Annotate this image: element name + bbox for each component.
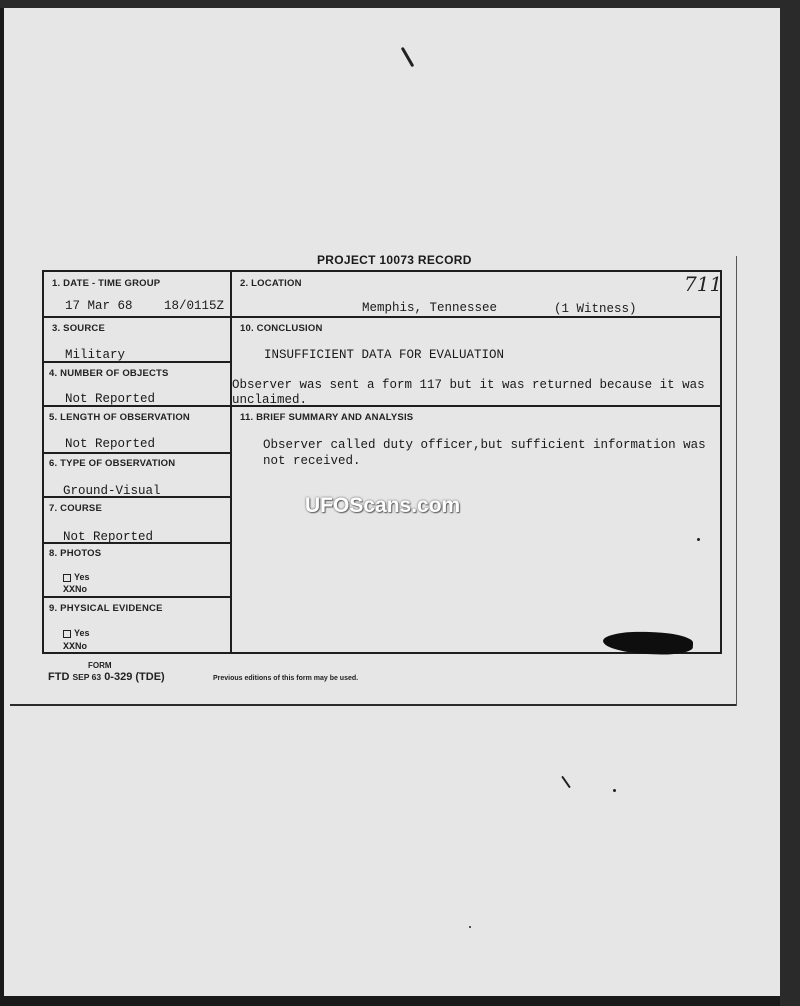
date-time-label: 1. DATE - TIME GROUP bbox=[52, 278, 161, 289]
row-divider bbox=[44, 452, 232, 454]
photos-label: 8. PHOTOS bbox=[49, 548, 102, 559]
location-value: Memphis, Tennessee bbox=[362, 301, 498, 315]
column-divider bbox=[230, 272, 232, 652]
footer-ftd: FTD bbox=[48, 671, 70, 683]
length-of-observation-label: 5. LENGTH OF OBSERVATION bbox=[49, 412, 190, 423]
number-of-objects-label: 4. NUMBER OF OBJECTS bbox=[49, 368, 169, 379]
scan-edge-top bbox=[0, 0, 800, 8]
checkbox-icon bbox=[63, 574, 71, 582]
scan-speck bbox=[469, 926, 471, 928]
summary-text-line-2: not received. bbox=[263, 454, 361, 468]
conclusion-label: 10. CONCLUSION bbox=[240, 323, 323, 334]
number-of-objects-value: Not Reported bbox=[65, 392, 156, 406]
record-form bbox=[42, 270, 722, 654]
date-value: 17 Mar 68 bbox=[65, 299, 133, 313]
summary-label: 11. BRIEF SUMMARY AND ANALYSIS bbox=[240, 412, 414, 423]
conclusion-heading: INSUFFICIENT DATA FOR EVALUATION bbox=[264, 348, 505, 362]
form-title: PROJECT 10073 RECORD bbox=[317, 253, 472, 267]
handwritten-mark: 711 bbox=[684, 272, 723, 296]
photos-yes-option: Yes bbox=[63, 572, 90, 582]
row-divider bbox=[44, 596, 232, 598]
course-label: 7. COURSE bbox=[49, 503, 103, 514]
footer-note: Previous editions of this form may be used. bbox=[213, 675, 359, 682]
scan-speck bbox=[613, 789, 616, 792]
typed-x-mark: XX bbox=[63, 585, 76, 596]
witness-count: (1 Witness) bbox=[554, 302, 637, 316]
source-value: Military bbox=[65, 348, 126, 362]
page-fold-line bbox=[736, 256, 737, 706]
course-value: Not Reported bbox=[63, 530, 154, 544]
bottom-rule bbox=[10, 704, 736, 706]
typed-x-mark: XX bbox=[63, 642, 76, 653]
scan-speck bbox=[697, 538, 700, 541]
scan-edge-right bbox=[780, 0, 800, 1006]
summary-text-line-1: Observer called duty officer,but sufficient information was bbox=[263, 438, 706, 452]
watermark: UFOScans.com bbox=[305, 494, 461, 517]
conclusion-text-line-1: Observer was sent a form 117 but it was returned because it was bbox=[232, 378, 705, 392]
conclusion-text-line-2: unclaimed. bbox=[232, 393, 308, 407]
checkbox-icon bbox=[63, 630, 71, 638]
physical-evidence-label: 9. PHYSICAL EVIDENCE bbox=[49, 603, 163, 614]
source-label: 3. SOURCE bbox=[52, 323, 106, 334]
footer-form-word: FORM bbox=[88, 661, 112, 670]
footer-form-number: 0-329 (TDE) bbox=[104, 671, 165, 683]
evidence-yes-option: Yes bbox=[63, 628, 90, 638]
length-of-observation-value: Not Reported bbox=[65, 437, 156, 451]
location-label: 2. LOCATION bbox=[240, 278, 302, 289]
evidence-no-option: XXNo bbox=[63, 641, 88, 653]
time-value: 18/0115Z bbox=[164, 299, 225, 313]
photos-no-option: XXNo bbox=[63, 584, 88, 596]
footer-form-id bbox=[48, 671, 165, 683]
type-of-observation-label: 6. TYPE OF OBSERVATION bbox=[49, 458, 176, 469]
type-of-observation-value: Ground-Visual bbox=[63, 484, 161, 498]
footer-date-code: SEP 63 bbox=[72, 672, 102, 682]
row-divider bbox=[44, 316, 722, 318]
